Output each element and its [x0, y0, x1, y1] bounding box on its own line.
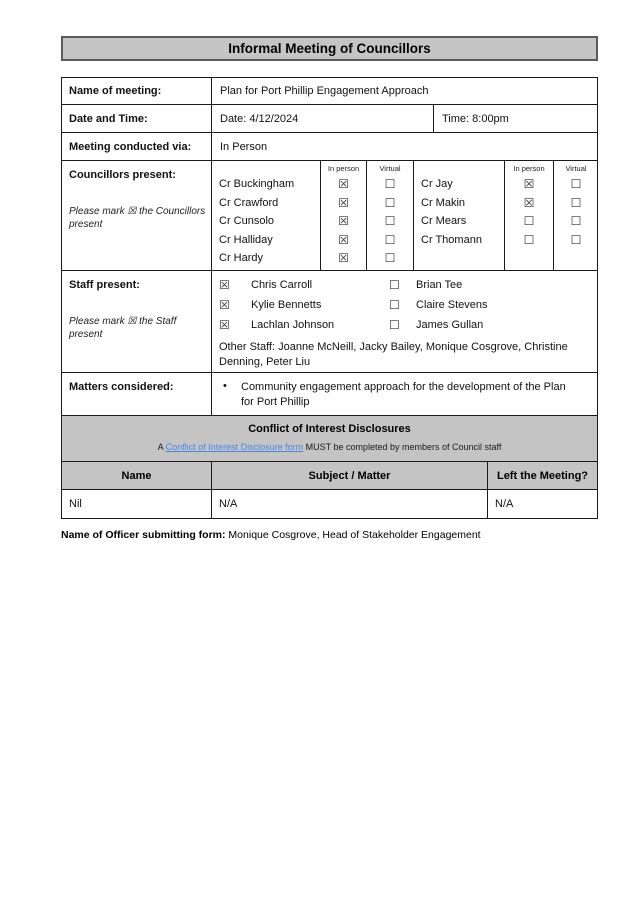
councillors-label-cell [62, 161, 212, 270]
virtual-header: Virtual [379, 164, 401, 173]
date-value: Date: 4/12/2024 [212, 105, 434, 132]
bullet-icon: • [223, 380, 227, 392]
councillor-name: Cr Buckingham [219, 178, 295, 190]
matters-item-text: Community engagement approach for the development of the Plan for Port Phillip [241, 381, 566, 408]
group2-virtual-column [554, 161, 598, 270]
councillor-name: Cr Makin [421, 196, 466, 209]
councillor-name: Cr Thomann [421, 233, 482, 246]
conflict-band [62, 416, 597, 461]
meeting-form-table [61, 77, 598, 519]
staff-row [219, 276, 590, 296]
councillor-name: Cr Jay [421, 178, 453, 190]
virtual-header: Virtual [565, 164, 587, 173]
staff-name: Brian Tee [416, 279, 463, 291]
councillor-name: Cr Hardy [219, 252, 264, 264]
staff-note: Please mark ☒ the Staff present [69, 316, 177, 340]
checkbox-icon[interactable]: ☐ [570, 177, 582, 191]
staff-name: Kylie Bennetts [251, 299, 322, 311]
officer-value: Monique Cosgrove, Head of Stakeholder Engagement [225, 529, 481, 541]
group1-virtual-column [367, 161, 414, 270]
checkbox-icon[interactable]: ☐ [389, 318, 400, 332]
checkbox-icon[interactable]: ☐ [570, 195, 582, 210]
row-matters-considered [62, 373, 597, 416]
date-time-label: Date and Time: [62, 105, 212, 132]
conducted-via-value: In Person [220, 140, 268, 153]
name-of-meeting-label: Name of meeting: [62, 78, 212, 104]
staff-name: Chris Carroll [251, 279, 313, 291]
checkbox-icon[interactable]: ☐ [389, 278, 400, 292]
disclosure-name-value: Nil [62, 490, 212, 518]
councillor-name: Cr Halliday [219, 233, 273, 246]
checkbox-icon[interactable]: ☐ [384, 177, 396, 191]
disclosure-subject-value: N/A [212, 490, 488, 518]
checkbox-icon[interactable]: ☒ [338, 251, 349, 265]
disclosure-header-left-meeting: Left the Meeting? [488, 462, 597, 489]
councillor-name: Cr Mears [421, 215, 467, 227]
staff-label: Staff present: [69, 279, 140, 291]
councillor-names-group2 [414, 161, 505, 270]
matters-label: Matters considered: [69, 381, 174, 393]
row-disclosure-header [62, 462, 597, 490]
row-conflict-band [62, 416, 597, 462]
checkbox-icon[interactable]: ☒ [338, 177, 349, 191]
checkbox-icon[interactable]: ☒ [523, 195, 535, 210]
other-staff-text: Other Staff: Joanne McNeill, Jacky Bailey, Monique Cosgrove, Christine Denning, Peter Liu [219, 341, 568, 368]
councillor-names-group1 [212, 161, 321, 270]
checkbox-icon[interactable]: ☒ [219, 278, 230, 292]
group2-in-person-column [505, 161, 554, 270]
matters-content-cell [212, 373, 597, 415]
row-staff-present [62, 271, 597, 373]
staff-list-cell [212, 271, 597, 372]
councillors-label: Councillors present: [69, 169, 176, 181]
checkbox-icon[interactable]: ☐ [570, 214, 582, 228]
checkbox-icon[interactable]: ☐ [523, 214, 535, 228]
conflict-note-suffix: MUST be completed by members of Council staff [303, 442, 502, 452]
checkbox-icon[interactable]: ☐ [384, 195, 396, 210]
checkbox-icon[interactable]: ☐ [570, 232, 582, 247]
conflict-note-prefix: A [157, 442, 166, 452]
checkbox-icon[interactable]: ☐ [389, 298, 400, 312]
staff-name: Claire Stevens [416, 299, 488, 311]
checkbox-icon[interactable]: ☒ [523, 177, 535, 191]
form-title-text: Informal Meeting of Councillors [228, 41, 431, 56]
disclosure-table-row [62, 490, 597, 518]
councillor-name: Cr Crawford [219, 196, 279, 209]
checkbox-icon[interactable]: ☐ [384, 214, 396, 228]
checkbox-icon[interactable]: ☒ [219, 298, 230, 312]
staff-name: James Gullan [416, 319, 484, 331]
staff-row [219, 296, 590, 316]
disclosure-header-name: Name [62, 462, 212, 489]
checkbox-icon[interactable]: ☐ [384, 251, 396, 265]
checkbox-icon[interactable]: ☒ [219, 318, 230, 332]
row-name-of-meeting [62, 78, 597, 105]
disclosure-left-value: N/A [495, 498, 514, 510]
form-title [61, 36, 598, 61]
checkbox-icon[interactable]: ☒ [338, 214, 349, 228]
checkbox-icon[interactable]: ☒ [338, 232, 349, 247]
disclosure-header-subject: Subject / Matter [212, 462, 488, 489]
conflict-disclosure-form-link[interactable]: Conflict of Interest Disclosure form [165, 442, 304, 452]
staff-label-cell [62, 271, 212, 372]
matters-label-cell [62, 373, 212, 415]
time-value: Time: 8:00pm [442, 112, 509, 125]
name-of-meeting-value: Plan for Port Phillip Engagement Approach [220, 85, 429, 97]
group1-in-person-column [321, 161, 367, 270]
row-conducted-via [62, 133, 597, 161]
checkbox-icon[interactable]: ☐ [384, 232, 396, 247]
councillor-name: Cr Cunsolo [219, 215, 275, 227]
conducted-via-label: Meeting conducted via: [62, 133, 212, 160]
conflict-title: Conflict of Interest Disclosures [248, 423, 411, 435]
officer-submitting-line [61, 529, 481, 541]
officer-label: Name of Officer submitting form: [61, 529, 226, 541]
checkbox-icon[interactable]: ☒ [338, 195, 349, 210]
checkbox-icon[interactable]: ☐ [523, 232, 535, 247]
matters-item [223, 380, 589, 409]
conflict-note [62, 442, 597, 452]
staff-name: Lachlan Johnson [251, 319, 335, 331]
in-person-header: In person [327, 164, 360, 173]
in-person-header: In person [513, 164, 545, 173]
row-date-and-time [62, 105, 597, 133]
councillors-note: Please mark ☒ the Councillors present [69, 206, 206, 230]
staff-row [219, 316, 590, 336]
row-councillors-present [62, 161, 597, 271]
